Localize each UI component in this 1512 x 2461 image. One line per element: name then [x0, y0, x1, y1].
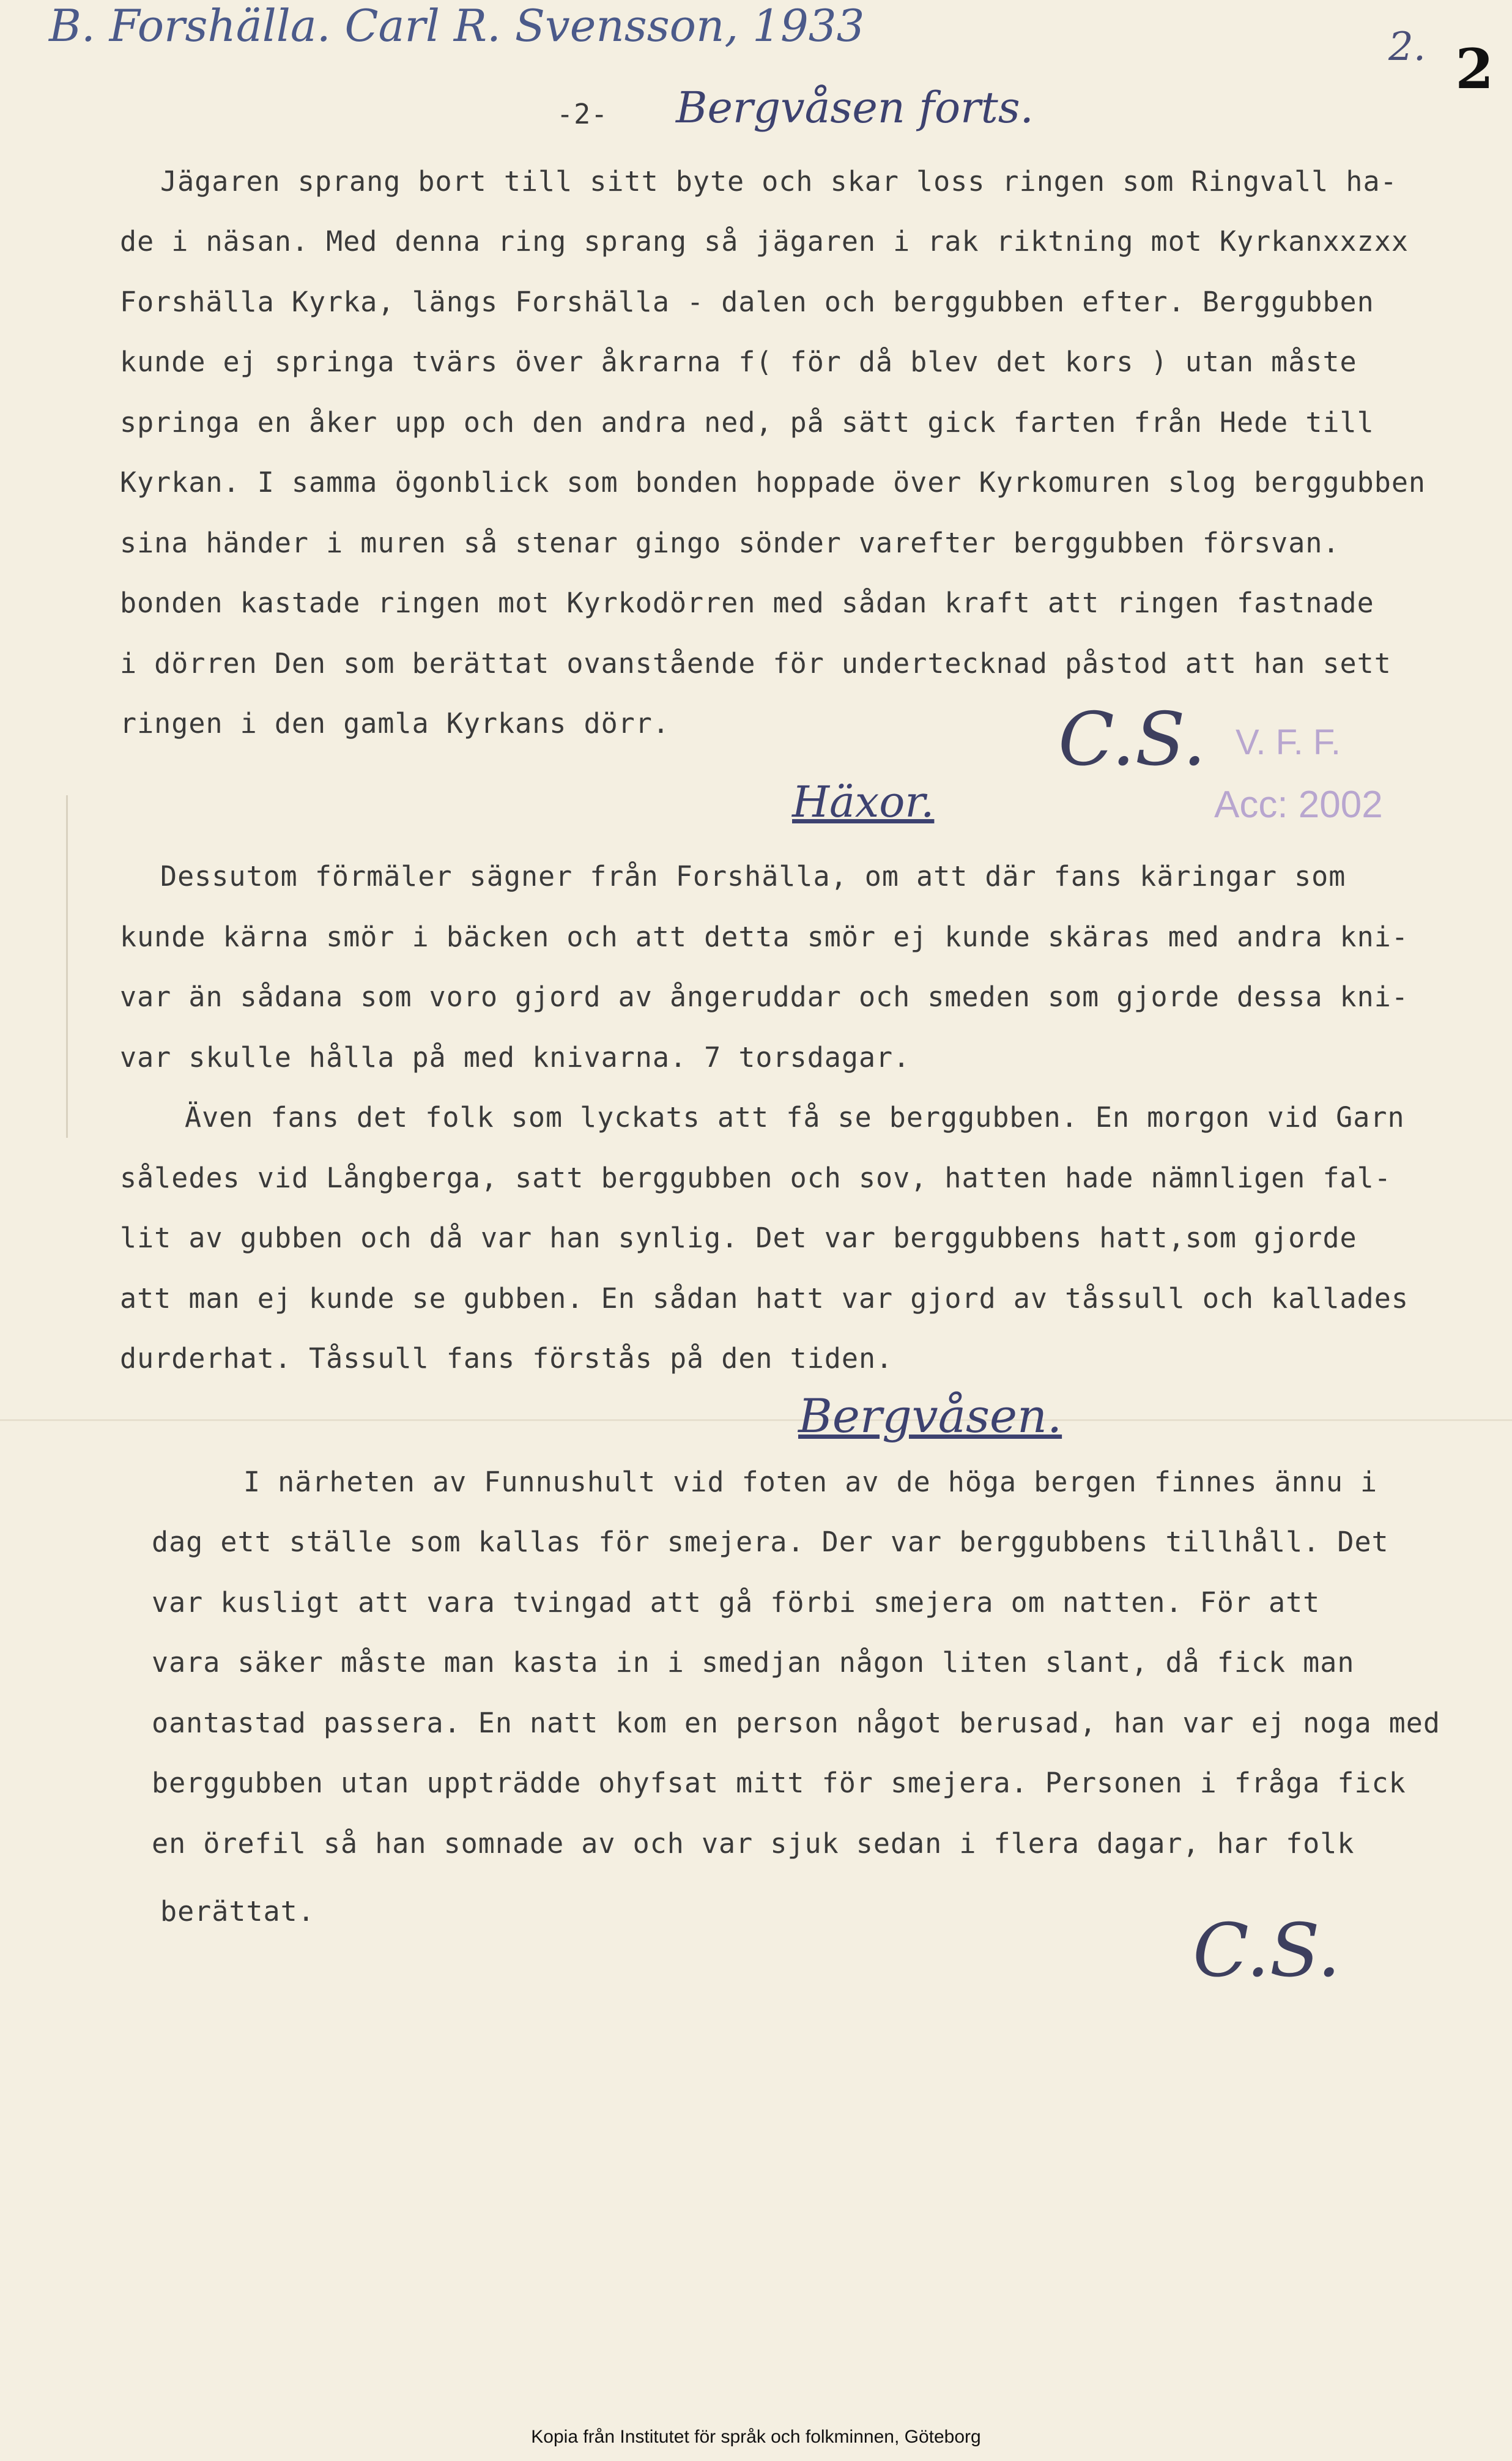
text-line: i dörren Den som berättat ovanstående för undertecknad påstod att han sett [120, 647, 1392, 680]
section-3-title: Bergvåsen. [798, 1389, 1062, 1443]
text-line: ringen i den gamla Kyrkans dörr. [120, 707, 670, 740]
text-line: berggubben utan uppträdde ohyfsat mitt för smejera. Personen i fråga fick [152, 1767, 1406, 1799]
text-line: springa en åker upp och den andra ned, på sätt gick farten från Hede till [120, 406, 1374, 439]
text-line: kunde kärna smör i bäcken och att detta smör ej kunde skäras med andra kni- [120, 921, 1409, 953]
paper-fold-horizontal [0, 1419, 1512, 1421]
text-line: Även fans det folk som lyckats att få se berggubben. En morgon vid Garn [185, 1101, 1405, 1134]
text-line: Kyrkan. I samma ögonblick som bonden hoppade över Kyrkomuren slog berggubben [120, 466, 1426, 499]
text-line: Jägaren sprang bort till sitt byte och skar loss ringen som Ringvall ha- [160, 165, 1398, 198]
text-line: dag ett ställe som kallas för smejera. Der var berggubbens tillhåll. Det [152, 1526, 1389, 1558]
text-line: var än sådana som voro gjord av ångeruddar och smeden som gjorde dessa kni- [120, 981, 1409, 1013]
section-2-title: Häxor. [792, 777, 935, 827]
text-line: lit av gubben och då var han synlig. Det var berggubbens hatt,som gjorde [120, 1222, 1357, 1254]
paper-fold-vertical [66, 795, 68, 1138]
text-line: berättat. [160, 1895, 315, 1928]
text-line: oantastad passera. En natt kom en person något berusad, han var ej noga med [152, 1707, 1440, 1739]
text-line: var kusligt att vara tvingad att gå förbi smejera om natten. För att [152, 1586, 1321, 1619]
stamp-accession-number: Acc: 2002 [1214, 784, 1383, 826]
archive-note: B. Forshälla. Carl R. Svensson, 1933 [49, 0, 865, 51]
text-line: vara säker måste man kasta in i smedjan någon liten slant, då fick man [152, 1646, 1355, 1679]
text-line: var skulle hålla på med knivarna. 7 torsdagar. [120, 1041, 911, 1074]
corner-number: 2. [1388, 24, 1426, 70]
text-line: således vid Långberga, satt berggubben och sov, hatten hade nämnligen fal- [120, 1162, 1392, 1194]
signature-initials: C.S. [1058, 697, 1206, 782]
text-line: durderhat. Tåssull fans förstås på den tiden. [120, 1342, 894, 1375]
text-line: en örefil så han somnade av och var sjuk sedan i flera dagar, har folk [152, 1827, 1355, 1860]
text-line: de i näsan. Med denna ring sprang så jägaren i rak riktning mot Kyrkanxxzxx [120, 225, 1409, 258]
stamp-line-1: V. F. F. [1236, 722, 1341, 762]
text-line: bonden kastade ringen mot Kyrkodörren med sådan kraft att ringen fastnade [120, 587, 1374, 619]
text-line: sina händer i muren så stenar gingo sönder varefter berggubben försvan. [120, 527, 1340, 559]
section-title-continued: Bergvåsen forts. [676, 83, 1034, 133]
text-line: kunde ej springa tvärs över åkrarna f( för då blev det kors ) utan måste [120, 346, 1357, 378]
page-number: 2 [1455, 37, 1494, 102]
text-line: att man ej kunde se gubben. En sådan hatt var gjord av tåssull och kallades [120, 1282, 1409, 1315]
text-line: I närheten av Funnushult vid foten av de höga bergen finnes ännu i [243, 1466, 1378, 1498]
copy-notice-footer: Kopia från Institutet för språk och folkminnen, Göteborg [531, 2427, 981, 2447]
text-line: Forshälla Kyrka, längs Forshälla - dalen och berggubben efter. Berggubben [120, 286, 1374, 318]
typed-page-marker: -2- [557, 98, 609, 130]
signature-initials: C.S. [1193, 1909, 1341, 1994]
text-line: Dessutom förmäler sägner från Forshälla, om att där fans käringar som [160, 860, 1346, 893]
